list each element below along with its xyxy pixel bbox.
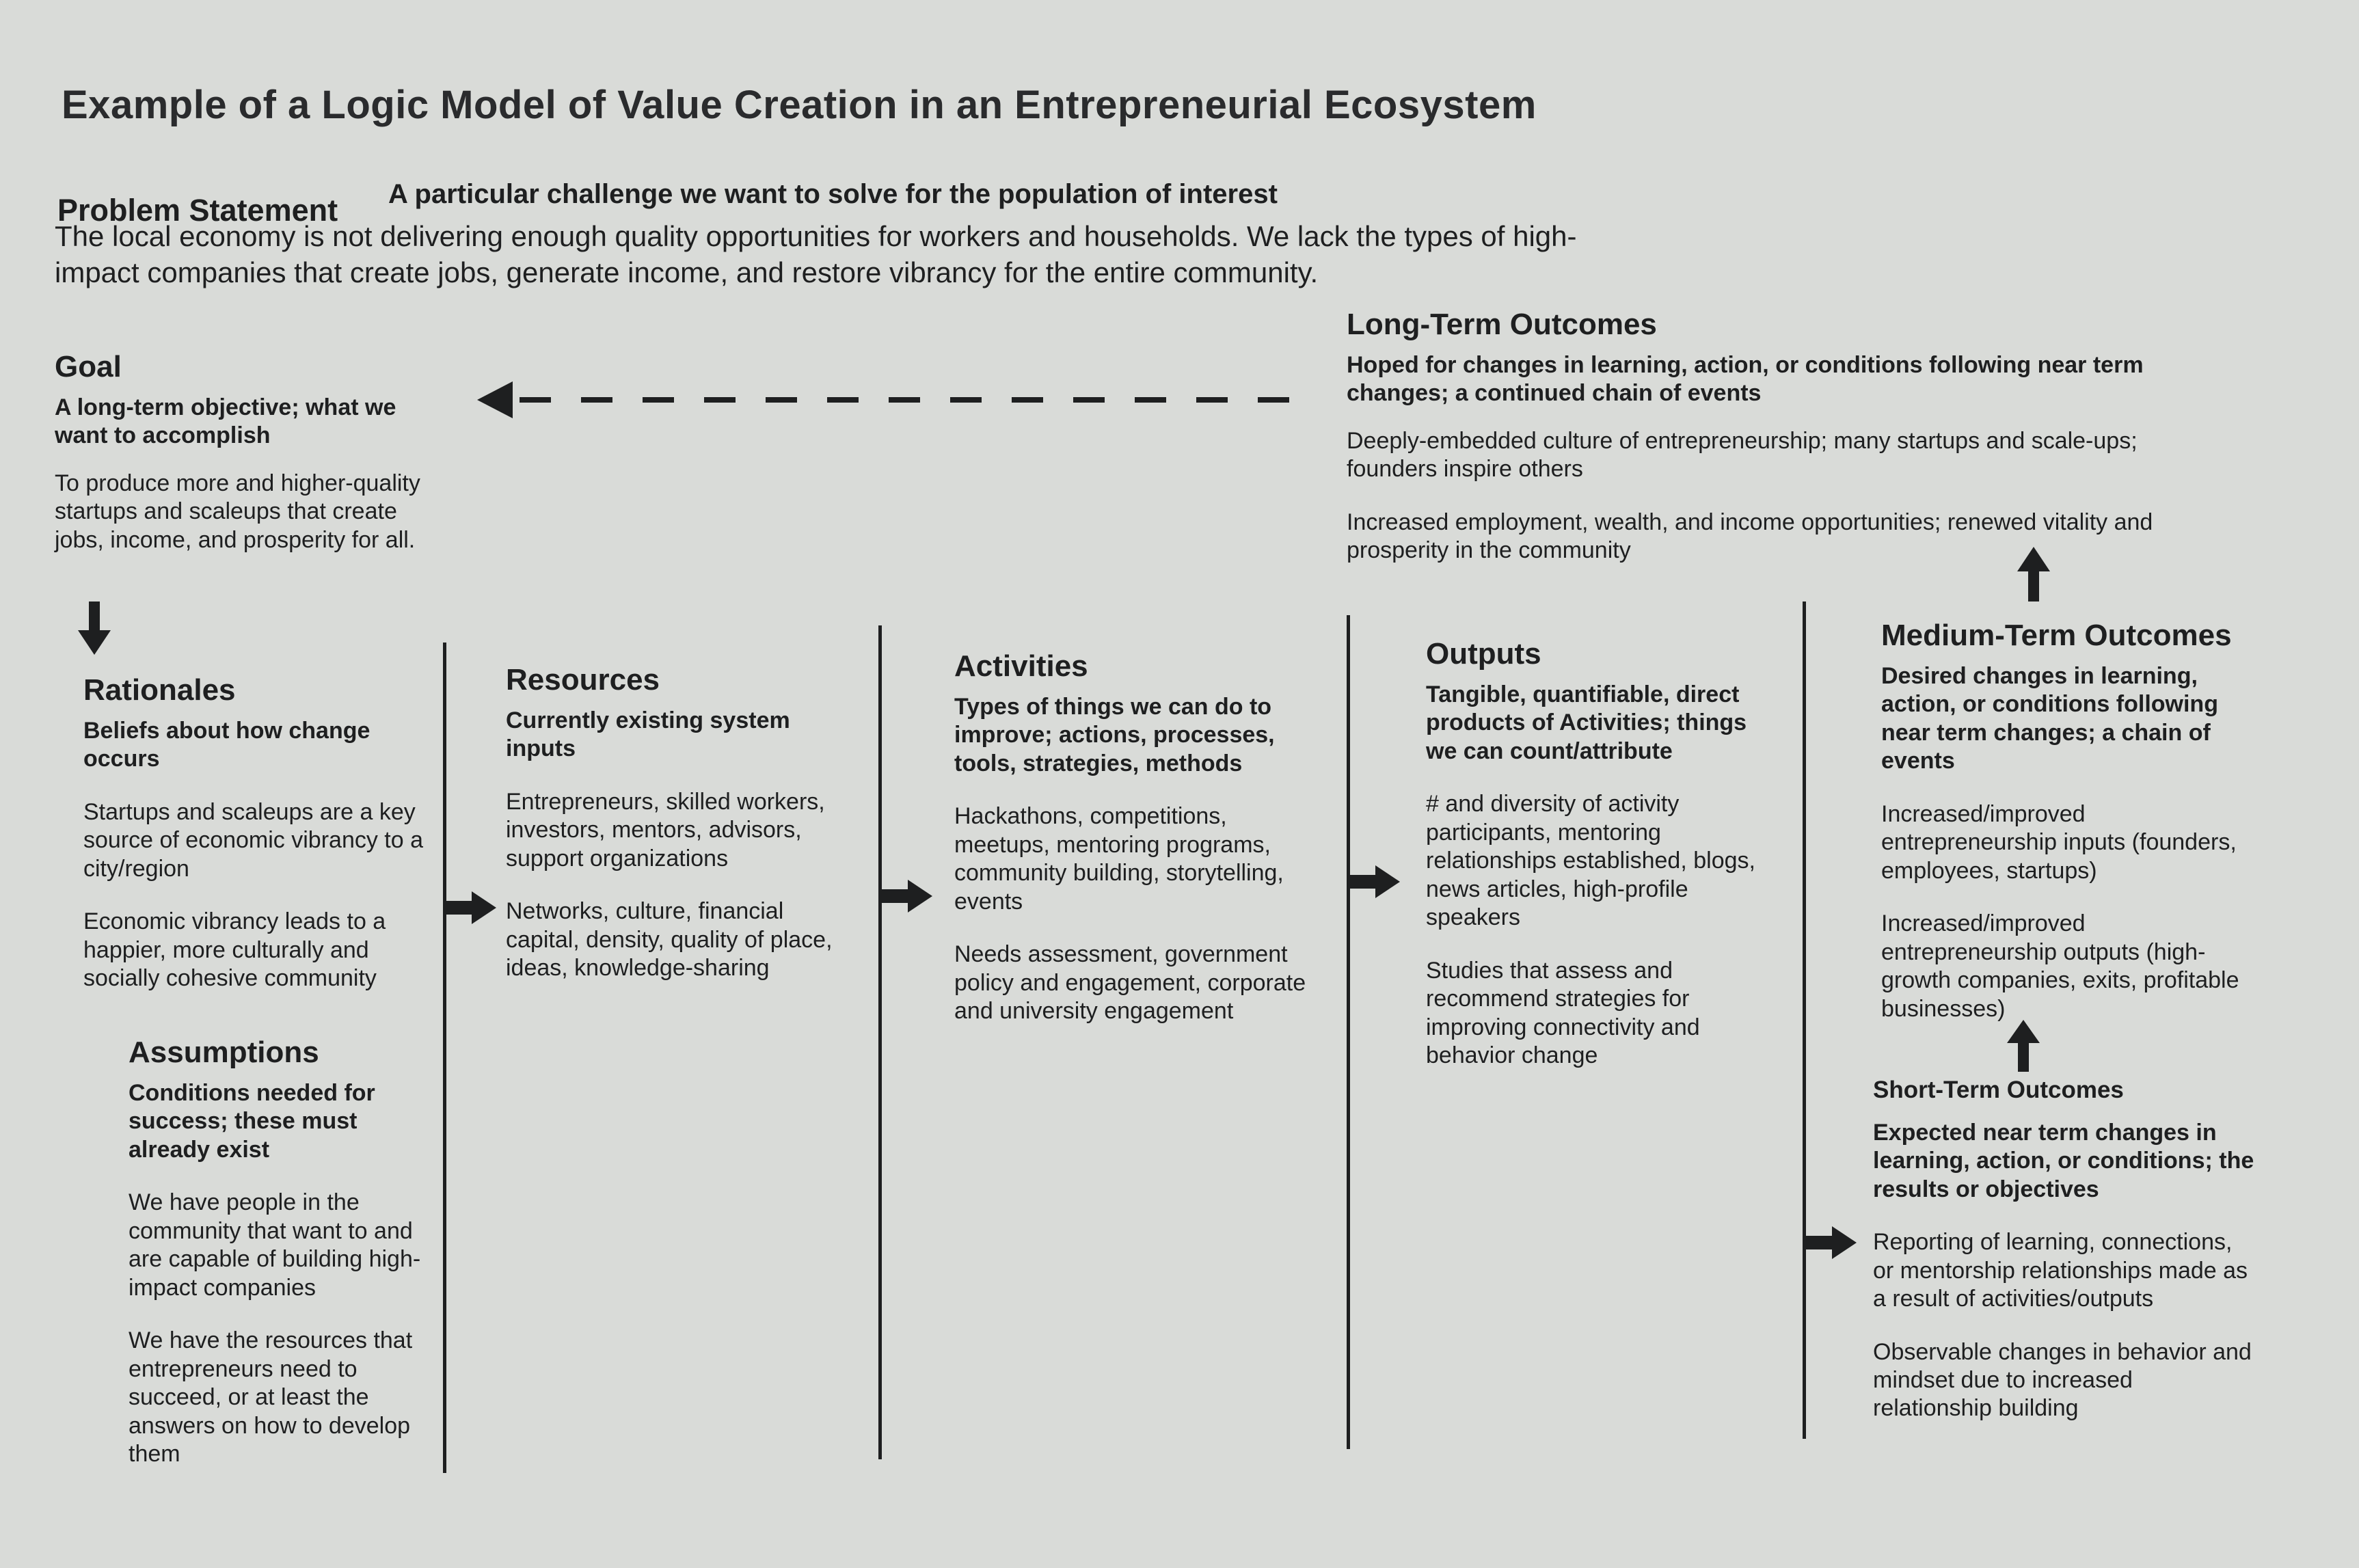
medium-term-item: Increased/improved entrepreneurship outputs (high-growth companies, exits, profitable businesses)	[1881, 910, 2239, 1022]
activity-item: Hackathons, competitions, meetups, mentoring programs, community building, storytelling, events	[954, 803, 1284, 915]
medium-term-heading: Medium-Term Outcomes	[1881, 619, 2232, 652]
page-title: Example of a Logic Model of Value Creation in an Entrepreneurial Ecosystem	[62, 83, 1537, 127]
long-term-item: Increased employment, wealth, and income opportunities; renewed vitality and prosperity in the community	[1347, 509, 2153, 564]
down-arrow-icon	[74, 599, 115, 658]
dashed-arrow-to-goal	[472, 369, 1326, 431]
short-term-definition: Expected near term changes in learning, action, or conditions; the results or objectives	[1873, 1119, 2254, 1202]
assumption-item: We have the resources that entrepreneurs need to succeed, or at least the answers on how to develop them	[129, 1327, 413, 1468]
rationale-item: Startups and scaleups are a key source of economic vibrancy to a city/region	[83, 798, 424, 882]
resources-section	[506, 663, 861, 1008]
medium-term-definition: Desired changes in learning, action, or conditions following near term changes; a chain of events	[1881, 663, 2218, 774]
long-term-definition: Hoped for changes in learning, action, or conditions following near term changes; a continued chain of events	[1347, 352, 2144, 407]
problem-statement-label: Problem Statement	[57, 193, 338, 228]
column-divider	[878, 625, 882, 1459]
right-arrow-icon	[444, 889, 499, 927]
assumptions-section	[129, 1036, 429, 1493]
rationales-definition: Beliefs about how change occurs	[83, 718, 370, 772]
right-arrow-icon	[1348, 863, 1403, 901]
output-item: Studies that assess and recommend strategies for improving connectivity and behavior change	[1426, 957, 1700, 1069]
medium-term-outcomes-section	[1881, 619, 2264, 1048]
activity-item: Needs assessment, government policy and engagement, corporate and university engagement	[954, 941, 1306, 1025]
resource-item: Entrepreneurs, skilled workers, investors, mentors, advisors, support organizations	[506, 788, 825, 871]
rationale-item: Economic vibrancy leads to a happier, more culturally and socially cohesive community	[83, 908, 386, 992]
resources-heading: Resources	[506, 663, 660, 697]
long-term-item: Deeply-embedded culture of entrepreneurship; many startups and scale-ups; founders inspire others	[1347, 427, 2138, 483]
outputs-definition: Tangible, quantifiable, direct products of Activities; things we can count/attribute	[1426, 681, 1747, 764]
goal-section	[55, 350, 437, 579]
right-arrow-icon	[880, 877, 935, 915]
resource-item: Networks, culture, financial capital, density, quality of place, ideas, knowledge-sharing	[506, 898, 833, 982]
resources-definition: Currently existing system inputs	[506, 707, 790, 762]
problem-statement-body: The local economy is not delivering enough quality opportunities for workers and households. We lack the types of high-impact companies that create jobs, generate income, and restore vibrancy for the entire community.	[55, 220, 1577, 288]
outputs-heading: Outputs	[1426, 637, 1541, 671]
goal-heading: Goal	[55, 350, 122, 383]
up-arrow-icon	[2013, 545, 2054, 603]
assumptions-definition: Conditions needed for success; these must already exist	[129, 1080, 375, 1163]
up-arrow-icon	[2003, 1018, 2044, 1073]
activities-definition: Types of things we can do to improve; actions, processes, tools, strategies, methods	[954, 694, 1275, 776]
output-item: # and diversity of activity participants, mentoring relationships established, blogs, news articles, high-profile speakers	[1426, 791, 1755, 931]
assumptions-heading: Assumptions	[129, 1036, 319, 1069]
short-term-outcomes-section	[1873, 1076, 2256, 1448]
column-divider	[443, 643, 446, 1473]
goal-definition: A long-term objective; what we want to accomplish	[55, 394, 396, 449]
short-term-item: Reporting of learning, connections, or mentorship relationships made as a result of activities/outputs	[1873, 1229, 2248, 1312]
goal-text: To produce more and higher-quality startups and scaleups that create jobs, income, and prosperity for all.	[55, 470, 420, 553]
arrowhead-left-icon	[477, 381, 513, 418]
long-term-heading: Long-Term Outcomes	[1347, 308, 1657, 341]
problem-statement-subtitle: A particular challenge we want to solve for the population of interest	[388, 179, 1278, 209]
rationales-heading: Rationales	[83, 673, 236, 707]
assumption-item: We have people in the community that want to and are capable of building high-impact companies	[129, 1189, 421, 1301]
medium-term-item: Increased/improved entrepreneurship inputs (founders, employees, startups)	[1881, 800, 2237, 884]
short-term-item: Observable changes in behavior and mindset due to increased relationship building	[1873, 1338, 2252, 1422]
outputs-section	[1426, 637, 1775, 1095]
short-term-heading: Short-Term Outcomes	[1873, 1077, 2124, 1103]
long-term-outcomes-section	[1347, 308, 2208, 590]
column-divider	[1803, 601, 1806, 1439]
rationales-section	[83, 673, 425, 1018]
activities-section	[954, 649, 1310, 1051]
right-arrow-icon	[1805, 1224, 1859, 1262]
activities-heading: Activities	[954, 649, 1088, 683]
column-divider	[1347, 615, 1350, 1449]
